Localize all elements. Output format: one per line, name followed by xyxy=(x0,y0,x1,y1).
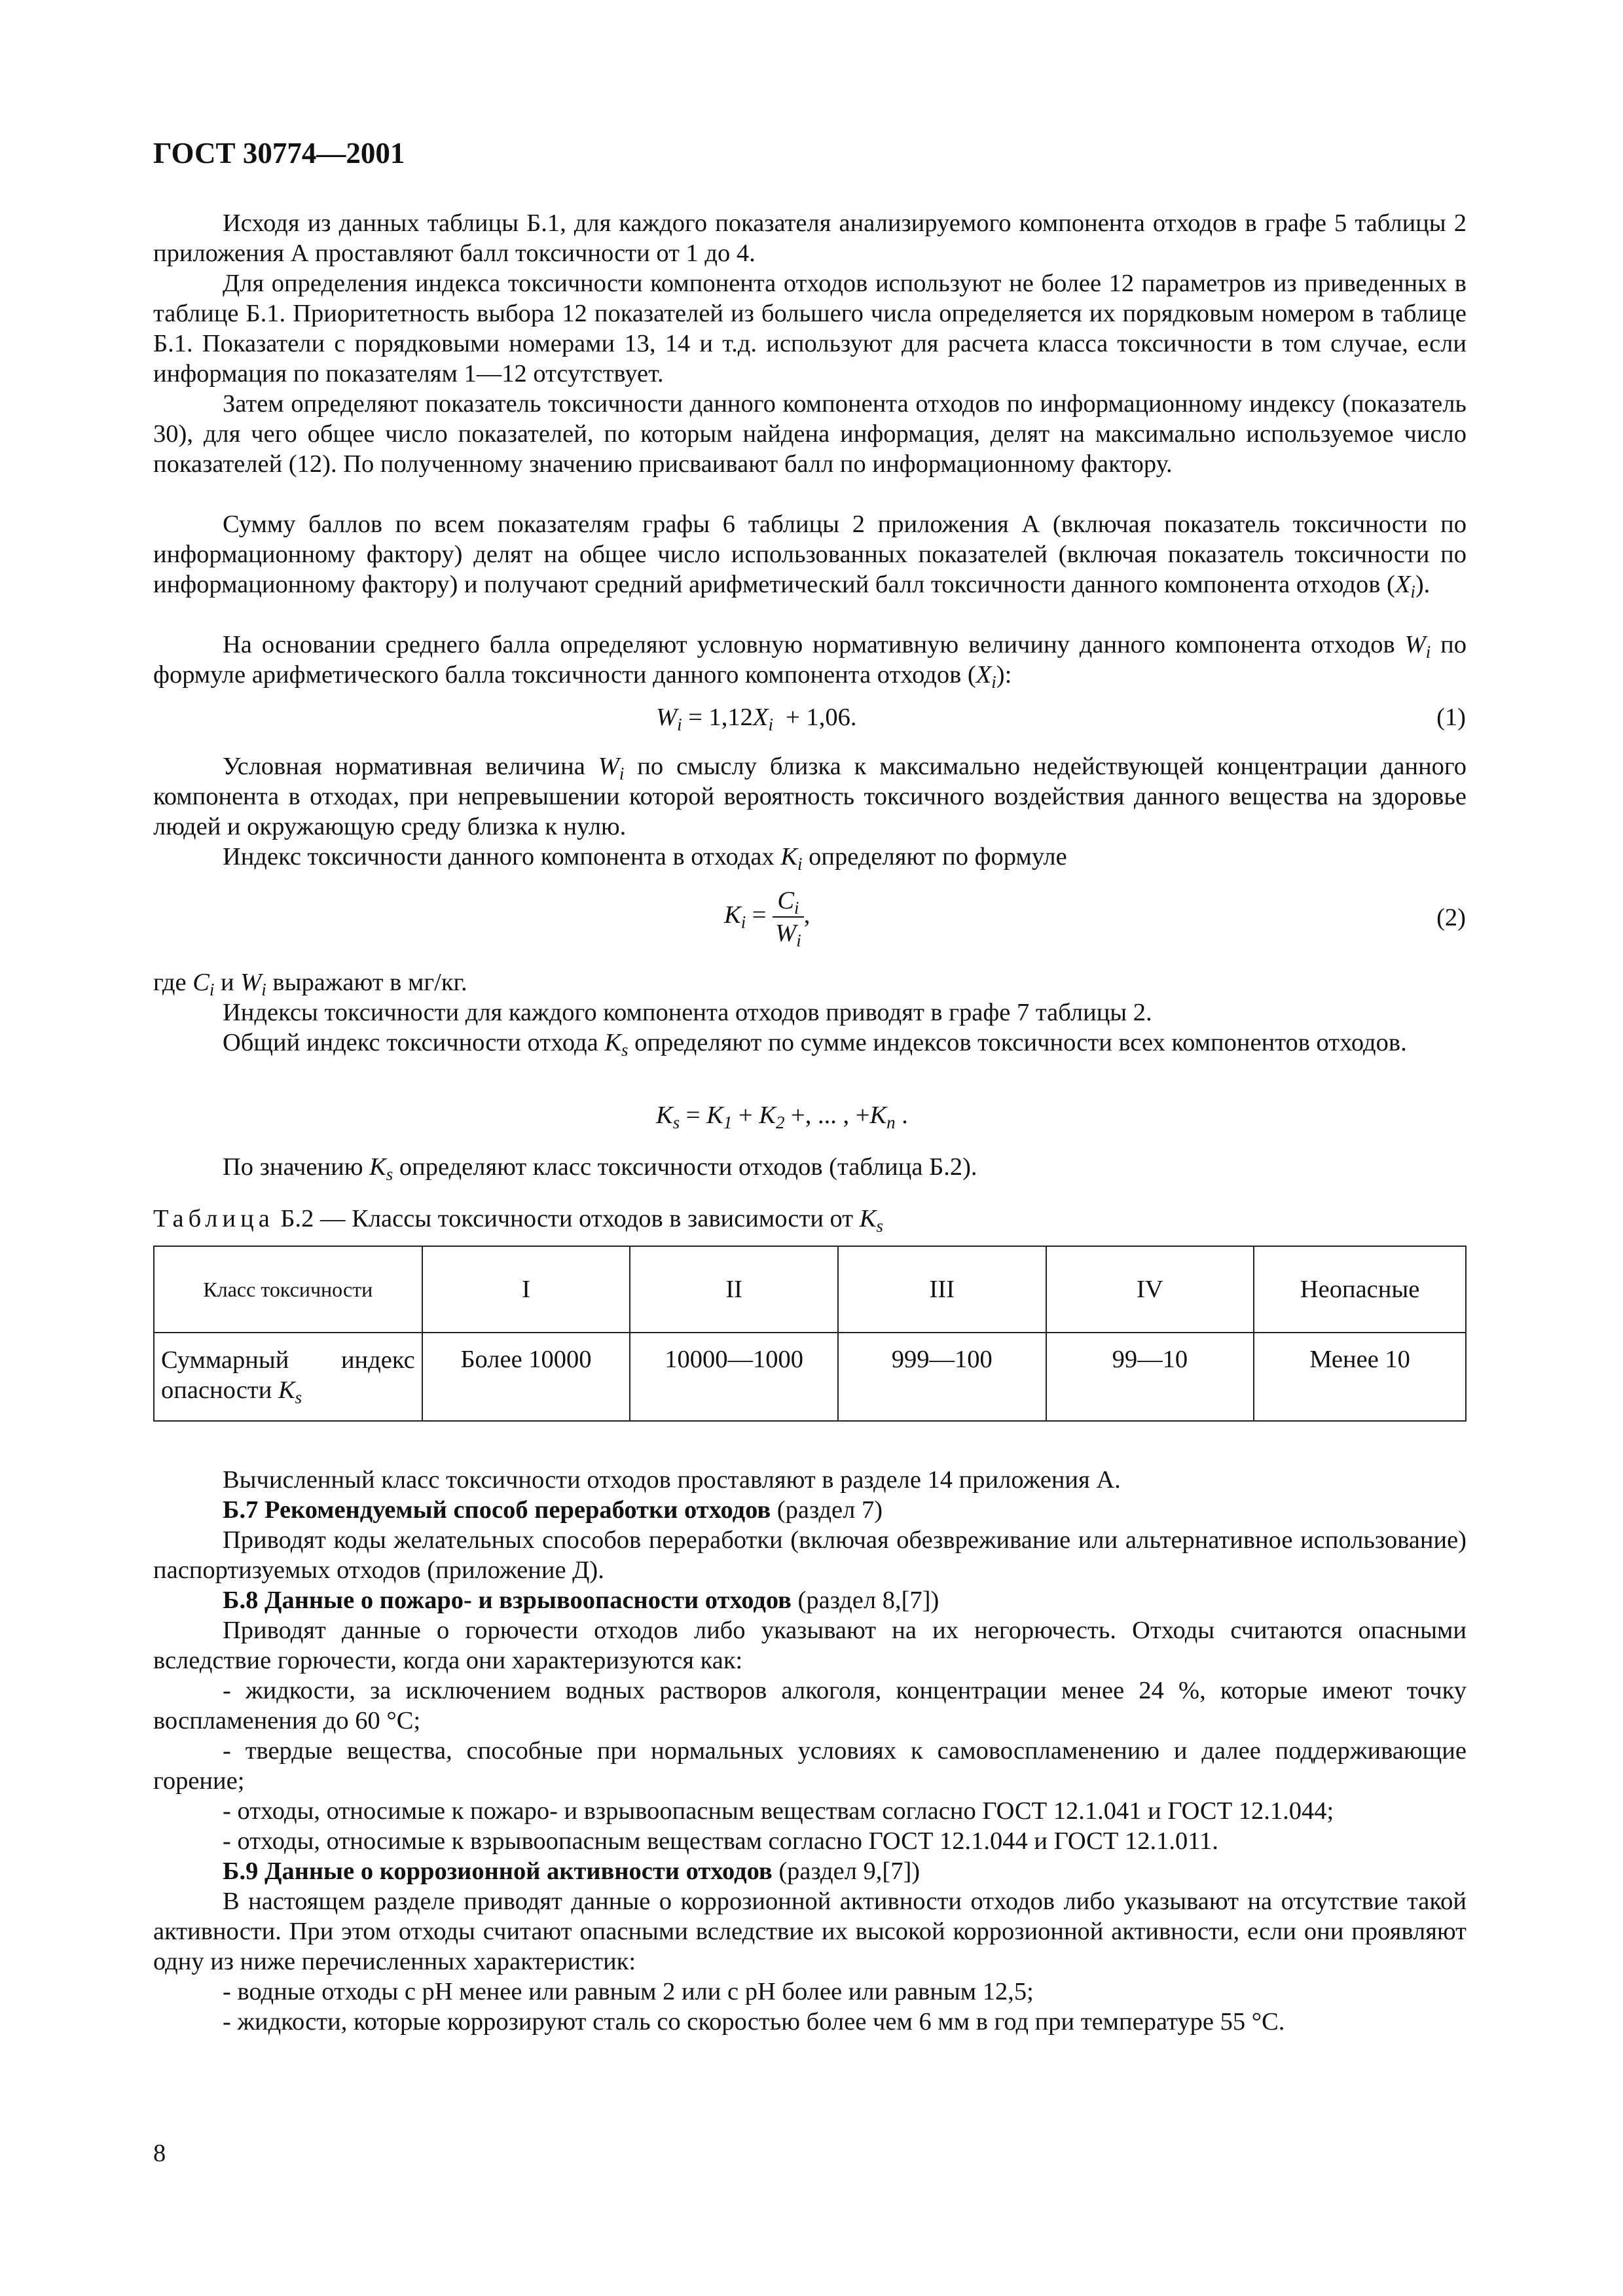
document-code: ГОСТ 30774—2001 xyxy=(153,137,405,170)
paragraph-indices-graph: Индексы токсичности для каждого компонента отходов приводят в графе 7 таблицы 2. xyxy=(223,999,1152,1026)
list-item: - жидкости, за исключением водных растворов алкоголя, концентрации менее 24 %, которые имеют точку воспламенения до 60 °С; xyxy=(153,1677,1467,1734)
table-header-cell: III xyxy=(838,1246,1046,1333)
list-item: - отходы, относимые к взрывоопасным веществам согласно ГОСТ 12.1.044 и ГОСТ 12.1.011. xyxy=(223,1827,1218,1855)
table-row-label: Суммарный индекс опасности $K_s$ xyxy=(154,1333,422,1421)
table-cell: Менее 10 xyxy=(1254,1333,1466,1421)
table-cell: 999—100 xyxy=(838,1333,1046,1421)
table-header-cell: I xyxy=(422,1246,630,1333)
paragraph-index-parameters: Для определения индекса токсичности компонента отходов используют не более 12 параметров из приведенных в таблице Б.1. Приоритетность выбора 12 показателей из большего числа определяется их порядковым номером в таблице Б.1. Показатели с порядковыми номерами 13, 14 и т.д. используют для расчета класса токсичности в том случае, если информация по показателям 1—12 отсутствует. xyxy=(153,270,1467,387)
paragraph-average-score: Сумму баллов по всем показателям графы 6 таблицы 2 приложения А (включая показатель токсичности по информационному фактору) делят на общее число использованных показателей (включая показатель токсичности по информационному фактору) и получают средний арифметический балл токсичности данного компонента отходов $(X_i)$. xyxy=(153,511,1467,602)
paragraph-normative-meaning: Условная нормативная величина $W_i$ по смыслу близка к максимально недействующей концентрации данного компонента в отходах, при непревышении которой вероятность токсичного воздействия данного вещества на здоровье людей и окружающую среду близка к нулю. xyxy=(153,753,1467,840)
formula-1: $W_i = 1,12X_i + 1,06$. xyxy=(656,704,857,735)
paragraph-information-index: Затем определяют показатель токсичности данного компонента отходов по информационному индексу (показатель 30), для чего общее число показателей, по которым найдена информация, делят на максимально используемое число показателей (12). По полученному значению присваивают балл по информационному фактору. xyxy=(153,390,1467,478)
paragraph-class-entry: Вычисленный класс токсичности отходов проставляют в разделе 14 приложения А. xyxy=(223,1466,1121,1494)
section-b9-text: В настоящем разделе приводят данные о коррозионной активности отходов либо указывают на отсутствие такой активности. При этом отходы считают опасными вследствие их высокой коррозионной активности, если они проявляют одну из ниже перечисленных характеристик: xyxy=(153,1888,1467,1975)
table-caption: Таблица Б.2 — Классы токсичности отходов в зависимости от $K_s$ xyxy=(153,1205,883,1236)
paragraph-class-by-ks: По значению $K_s$ определяют класс токсичности отходов (таблица Б.2). xyxy=(223,1153,977,1185)
list-item: - твердые вещества, способные при нормальных условиях к самовоспламенению и далее поддерживающие горение; xyxy=(153,1737,1467,1795)
table-cell: 10000—1000 xyxy=(630,1333,838,1421)
formula-2-number: (2) xyxy=(1436,904,1466,931)
paragraph-normative-value: На основании среднего балла определяют условную нормативную величину данного компонента отходов $W_i$ по формуле арифметического балла токсичности данного компонента отходов $(X_i)$: xyxy=(153,631,1467,692)
page-number: 8 xyxy=(153,2140,166,2167)
section-b8-text: Приводят данные о горючести отходов либо указывают на их негорючесть. Отходы считаются опасными вследствие горючести, когда они характеризуются как: xyxy=(153,1617,1467,1674)
paragraph-total-index: Общий индекс токсичности отхода $K_s$ определяют по сумме индексов токсичности всех компонентов отходов. xyxy=(223,1029,1407,1060)
formula-3: $K_s = K_1 + K_2$ +, ... , $+K_n$ . xyxy=(656,1102,908,1133)
section-b7-text: Приводят коды желательных способов переработки (включая обезвреживание или альтернативное использование) паспортизуемых отходов (приложение Д). xyxy=(153,1526,1467,1584)
table-row xyxy=(154,1333,1466,1421)
toxicity-class-table xyxy=(153,1246,1467,1422)
table-header-cell: IV xyxy=(1046,1246,1254,1333)
table-header-cell: Класс токсичности xyxy=(154,1246,422,1333)
table-cell: 99—10 xyxy=(1046,1333,1254,1421)
formula-2-fraction: $\frac{C_i}{W_i}$ xyxy=(773,885,804,949)
section-b9-heading: Б.9 Данные о коррозионной активности отходов (раздел 9,[7]) xyxy=(223,1857,921,1885)
list-item: - водные отходы с рН менее или равным 2 или с рН более или равным 12,5; xyxy=(223,1978,1034,2005)
formula-1-number: (1) xyxy=(1436,704,1466,731)
section-b7-heading: Б.7 Рекомендуемый способ переработки отходов (раздел 7) xyxy=(223,1496,883,1524)
list-item: - отходы, относимые к пожаро- и взрывоопасным веществам согласно ГОСТ 12.1.041 и ГОСТ 12.1.044; xyxy=(223,1797,1334,1825)
table-header-cell: II xyxy=(630,1246,838,1333)
table-header-row xyxy=(154,1246,1466,1333)
formula-2: $K_i$ = $\frac{C_i}{W_i}$ , xyxy=(724,885,810,949)
paragraph-toxicity-index: Индекс токсичности данного компонента в отходах $K_i$ определяют по формуле xyxy=(223,843,1067,874)
table-header-cell: Неопасные xyxy=(1254,1246,1466,1333)
paragraph-toxicity-score: Исходя из данных таблицы Б.1, для каждого показателя анализируемого компонента отходов в графе 5 таблицы 2 приложения А проставляют балл токсичности от 1 до 4. xyxy=(153,209,1467,267)
paragraph-units: где $C_i$ и $W_i$ выражают в мг/кг. xyxy=(153,969,467,1000)
table-cell: Более 10000 xyxy=(422,1333,630,1421)
list-item: - жидкости, которые коррозируют сталь со скоростью более чем 6 мм в год при температуре 55 °С. xyxy=(223,2008,1285,2036)
section-b8-heading: Б.8 Данные о пожаро- и взрывоопасности отходов (раздел 8,[7]) xyxy=(223,1587,939,1614)
